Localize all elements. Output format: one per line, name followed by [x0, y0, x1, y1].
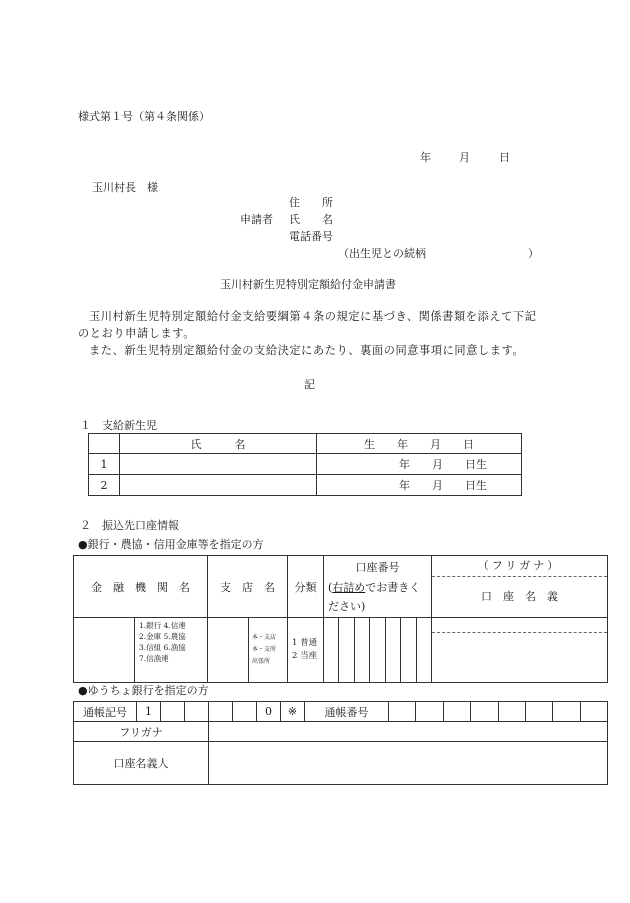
date-year-label: 年 — [420, 151, 431, 164]
bank-type-option: 2.金庫 5.農協 — [139, 632, 186, 641]
account-type-option: 2 当座 — [292, 650, 318, 661]
branch-name-input[interactable] — [208, 618, 249, 682]
name-header: 氏 名 — [120, 434, 317, 454]
account-type-option: 1 普通 — [292, 638, 318, 648]
account-holder-header: 口 座 名 義 — [481, 590, 558, 603]
newborn-name-field[interactable] — [120, 454, 317, 475]
account-number-digits — [324, 618, 432, 683]
number-digit-box[interactable] — [580, 702, 607, 722]
number-digit-box[interactable] — [471, 702, 498, 722]
bank-type-option: 3.信組 6.漁協 — [139, 643, 186, 652]
number-digit-box[interactable] — [389, 702, 416, 722]
newborn-table — [88, 433, 522, 496]
holder-header — [432, 556, 608, 618]
bank-account-table — [73, 555, 608, 683]
yucho-furigana-input[interactable] — [209, 722, 608, 742]
form-number: 様式第１号（第４条関係） — [78, 110, 210, 123]
account-digit-box[interactable] — [417, 618, 431, 682]
bank-name-cell — [74, 618, 208, 683]
date-day-label: 日 — [499, 151, 510, 164]
number-digit-box[interactable] — [553, 702, 580, 722]
branch-type-option: 本・支所 — [252, 646, 277, 653]
passbook-symbol-label: 通帳記号 — [74, 702, 137, 722]
table-row — [89, 475, 522, 496]
number-digit-box[interactable] — [525, 702, 552, 722]
applicant-label: 申請者 — [240, 213, 273, 226]
account-digit-box[interactable] — [339, 618, 354, 682]
furigana-header: （フリガナ） — [432, 556, 607, 577]
note-suffix: でお書きください) — [328, 581, 421, 613]
addressee: 玉川村長 様 — [92, 181, 158, 194]
table-row — [89, 454, 522, 475]
bank-type-option: 7.信漁連 — [139, 654, 169, 663]
account-type-options[interactable] — [288, 618, 324, 683]
bank-heading: ●銀行・農協・信用金庫等を指定の方 — [78, 538, 264, 551]
date-month-label: 月 — [459, 151, 470, 164]
account-digit-box[interactable] — [355, 618, 370, 682]
account-digit-box[interactable] — [370, 618, 385, 682]
number-digit-box[interactable] — [416, 702, 443, 722]
note-paren: ( — [328, 581, 333, 594]
row-number: 2 — [89, 475, 120, 496]
symbol-digit-box[interactable] — [209, 702, 233, 722]
passbook-number-label: 通帳番号 — [305, 702, 389, 722]
furigana-input[interactable] — [432, 618, 607, 633]
branch-type-option: 出張所 — [252, 658, 271, 665]
note-right-align: 右詰め — [332, 581, 366, 594]
branch-cell — [208, 618, 288, 683]
yucho-holder-input[interactable] — [209, 742, 608, 785]
symbol-digit-box[interactable] — [161, 702, 185, 722]
newborn-name-field[interactable] — [120, 475, 317, 496]
no-header-cell — [89, 434, 120, 454]
birth-header: 生 年 月 日 — [317, 434, 522, 454]
paragraph-1: 玉川村新生児特別定額給付金支給要綱第４条の規定に基づき、関係書類を添えて下記のとおり申請します。 — [78, 310, 537, 340]
yucho-table — [73, 701, 608, 785]
account-number-label: 口座番号 — [355, 561, 400, 574]
account-digit-box[interactable] — [324, 618, 339, 682]
bank-type-options[interactable] — [135, 618, 186, 682]
symbol-digit-box[interactable] — [233, 702, 257, 722]
account-digit-box[interactable] — [401, 618, 416, 682]
relation-close: ） — [528, 247, 539, 260]
relation-open: （出生児との続柄 — [338, 247, 426, 260]
name-label: 氏 名 — [289, 213, 333, 226]
birth-date-field[interactable]: 年 月 日生 — [317, 454, 522, 475]
yucho-holder-label: 口座名義人 — [74, 742, 209, 785]
yucho-furigana-label: フリガナ — [74, 722, 209, 742]
account-holder-input[interactable] — [432, 633, 607, 682]
yucho-heading: ●ゆうちょ銀行を指定の方 — [78, 684, 209, 697]
symbol-digit-box[interactable] — [185, 702, 209, 722]
address-label: 住 所 — [289, 196, 333, 209]
bank-name-header: 金 融 機 関 名 — [74, 556, 208, 618]
account-number-note — [324, 575, 431, 616]
symbol-mark: ※ — [281, 702, 305, 722]
row-number: 1 — [89, 454, 120, 475]
bank-name-input[interactable] — [74, 618, 135, 682]
section2-heading: ２ 振込先口座情報 — [80, 519, 179, 532]
type-header: 分類 — [288, 556, 324, 618]
account-number-header — [324, 556, 432, 618]
number-digit-box[interactable] — [443, 702, 470, 722]
symbol-digit: 0 — [257, 702, 281, 722]
branch-type-option: 本・支店 — [252, 634, 277, 641]
holder-cell — [432, 618, 608, 683]
section1-heading: １ 支給新生児 — [80, 419, 157, 432]
account-digit-box[interactable] — [386, 618, 401, 682]
form-title: 玉川村新生児特別定額給付金申請書 — [220, 278, 396, 291]
symbol-digit: 1 — [137, 702, 161, 722]
birth-date-field[interactable]: 年 月 日生 — [317, 475, 522, 496]
bank-type-option: 1.銀行 4.信連 — [139, 621, 186, 630]
number-digit-box[interactable] — [498, 702, 525, 722]
ki-mark: 記 — [304, 378, 315, 391]
phone-label: 電話番号 — [289, 230, 333, 243]
branch-name-header: 支 店 名 — [208, 556, 288, 618]
branch-type-options[interactable] — [249, 618, 276, 682]
paragraph-2: また、新生児特別定額給付金の支給決定にあたり、裏面の同意事項に同意します。 — [89, 344, 525, 357]
